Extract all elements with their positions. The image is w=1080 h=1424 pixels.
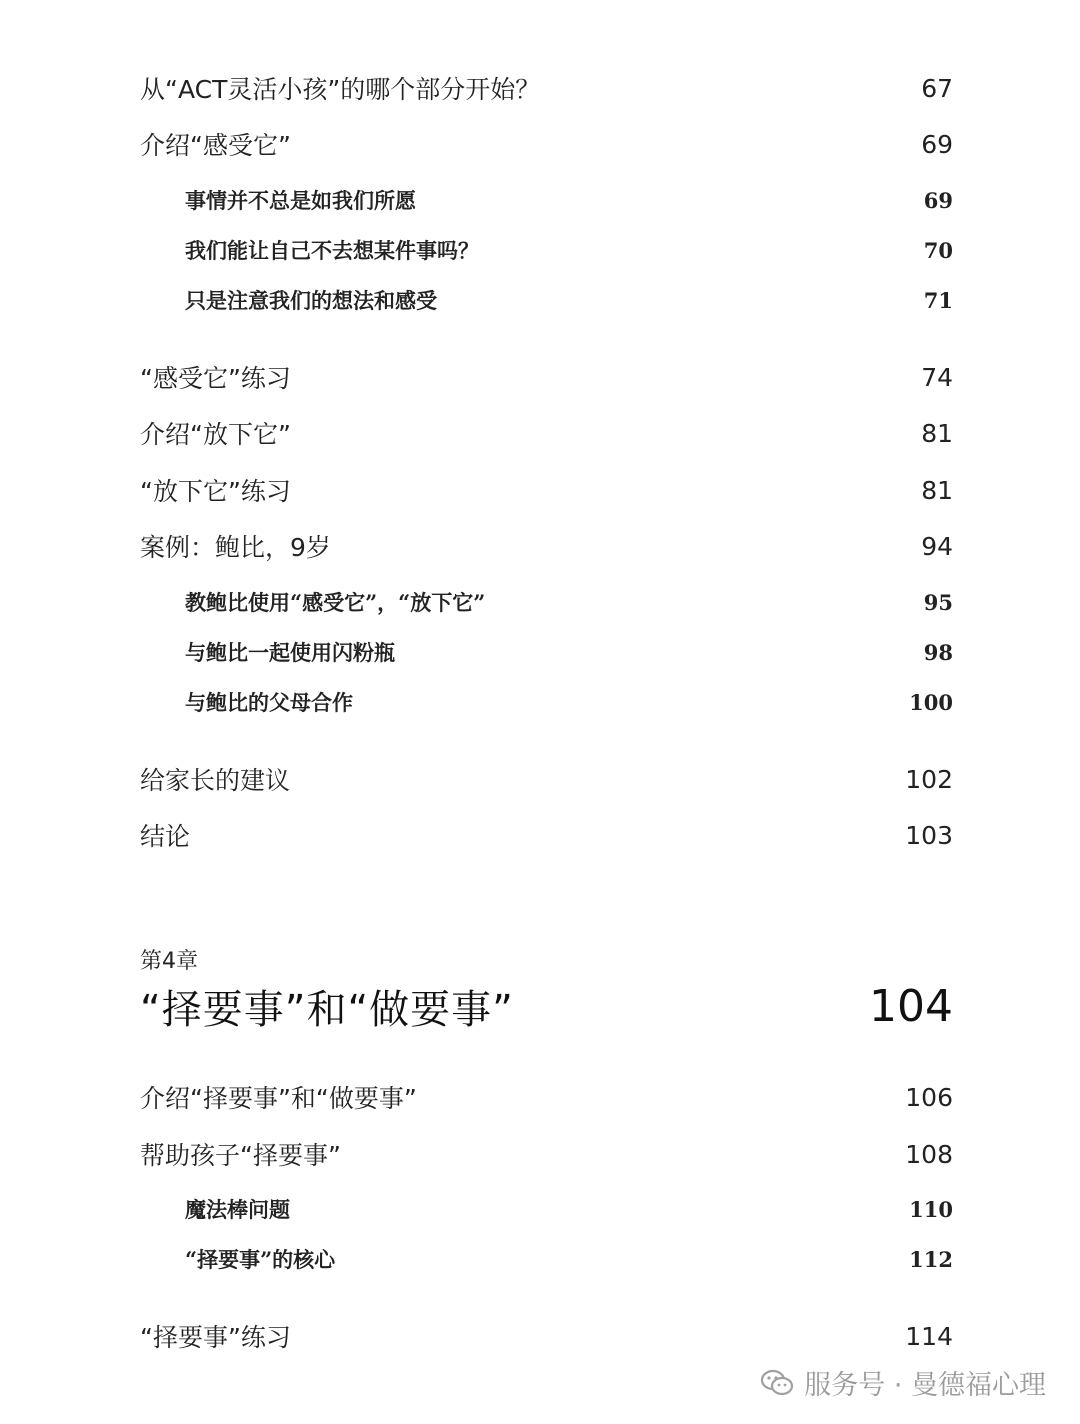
toc-subentry-title: 教鲍比使用“感受它”，“放下它”: [185, 590, 486, 615]
toc-entry: [140, 755, 953, 803]
toc-subentry: [185, 582, 953, 622]
toc-entry: [140, 120, 953, 168]
toc-entry: [140, 1073, 953, 1121]
chapter-label: 第4章: [140, 949, 198, 974]
chapter-heading: [140, 975, 953, 1037]
toc-entry-title: 介绍“择要事”和“做要事”: [140, 1084, 417, 1113]
toc-entry-title: 案例：鲍比，9岁: [140, 533, 331, 562]
toc-entry-page: 81: [921, 418, 953, 448]
toc-subentry-title: 与鲍比的父母合作: [185, 690, 353, 715]
toc-entry: [140, 409, 953, 457]
toc-subentry-title: 我们能让自己不去想某件事吗？: [185, 238, 479, 263]
toc-entry-page: 108: [905, 1139, 953, 1169]
toc-entry-page: 106: [905, 1082, 953, 1112]
toc-entry: [140, 1312, 953, 1360]
toc-entry-page: 74: [921, 362, 953, 392]
toc-subentry-page: 69: [923, 187, 953, 213]
watermark-text: 服务号 · 曼德福心理: [804, 1370, 1046, 1401]
wechat-icon: [760, 1368, 794, 1398]
toc-subentry: [185, 1189, 953, 1229]
toc-entry-page: 103: [905, 820, 953, 850]
toc-entry: [140, 353, 953, 401]
toc-entry-page: 114: [905, 1321, 953, 1351]
toc-subentry: [185, 230, 953, 270]
toc-subentry-page: 95: [923, 589, 953, 615]
toc-entry-page: 81: [921, 475, 953, 505]
watermark: [760, 1363, 1046, 1402]
toc-entry-title: 介绍“放下它”: [140, 420, 291, 449]
toc-entry-title: 结论: [140, 822, 191, 851]
toc-entry-title: 给家长的建议: [140, 766, 291, 795]
toc-entry: [140, 466, 953, 514]
toc-entry-title: “感受它”练习: [140, 364, 291, 393]
toc-entry: [140, 522, 953, 570]
toc-subentry-title: 魔法棒问题: [185, 1197, 290, 1222]
toc-entry: [140, 811, 953, 859]
toc-subentry: [185, 280, 953, 320]
toc-entry-title: 从“ACT灵活小孩”的哪个部分开始？: [140, 75, 541, 104]
toc-subentry-page: 110: [909, 1196, 953, 1222]
toc-subentry-page: 70: [923, 237, 953, 263]
toc-subentry-title: 与鲍比一起使用闪粉瓶: [185, 640, 395, 665]
toc-entry-title: “择要事”练习: [140, 1323, 291, 1352]
toc-subentry-page: 112: [909, 1246, 953, 1272]
toc-entry-title: 介绍“感受它”: [140, 131, 291, 160]
toc-subentry-title: 事情并不总是如我们所愿: [185, 188, 416, 213]
toc-entry-page: 69: [921, 129, 953, 159]
toc-subentry-title: “择要事”的核心: [185, 1247, 336, 1272]
chapter-page: 104: [869, 980, 953, 1032]
toc-entry: [140, 64, 953, 112]
toc-entry-title: 帮助孩子“择要事”: [140, 1141, 341, 1170]
toc-entry-page: 102: [905, 764, 953, 794]
toc-entry-page: 67: [921, 73, 953, 103]
toc-entry: [140, 1130, 953, 1178]
toc-subentry-page: 100: [909, 689, 953, 715]
toc-subentry: [185, 682, 953, 722]
toc-subentry: [185, 180, 953, 220]
toc-subentry: [185, 632, 953, 672]
toc-entry-title: “放下它”练习: [140, 477, 291, 506]
toc-entry-page: 94: [921, 531, 953, 561]
chapter-title: “择要事”和“做要事”: [140, 986, 514, 1033]
toc-subentry: [185, 1239, 953, 1279]
toc-subentry-page: 98: [923, 639, 953, 665]
toc-subentry-title: 只是注意我们的想法和感受: [185, 288, 437, 313]
toc-subentry-page: 71: [923, 287, 953, 313]
